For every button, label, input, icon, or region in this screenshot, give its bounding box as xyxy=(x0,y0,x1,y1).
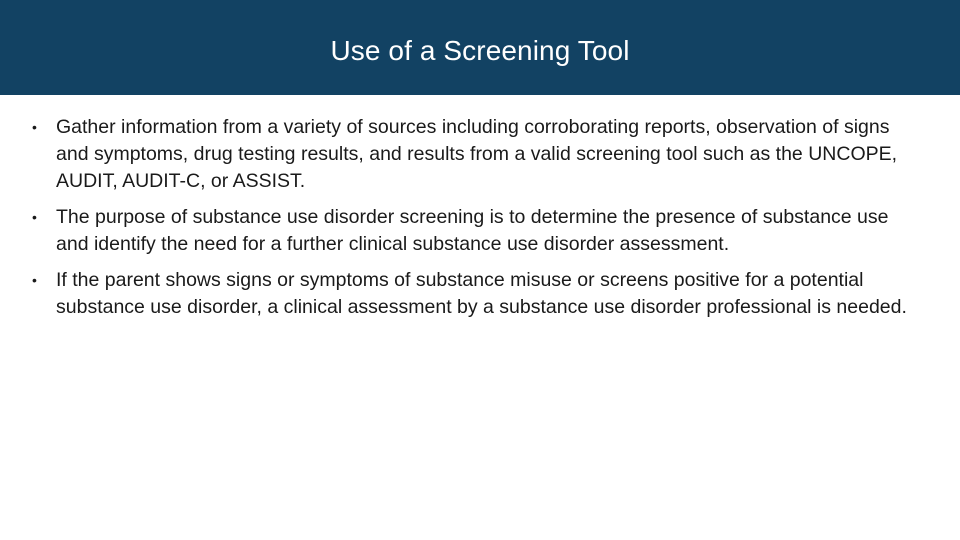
bullet-icon: • xyxy=(32,209,37,225)
bullet-item xyxy=(30,204,925,258)
bullet-text: Gather information from a variety of sources including corroborating reports, observation of signs and symptoms, drug testing results, and results from a valid screening tool such as the UNCOPE, AUDIT, AUDIT-C, or ASSIST. xyxy=(56,116,898,192)
bullet-icon: • xyxy=(32,272,37,288)
bullet-icon: • xyxy=(32,119,37,135)
bullet-list xyxy=(30,114,925,330)
bullet-text: The purpose of substance use disorder screening is to determine the presence of substance use and identify the need for a further clinical substance use disorder assessment. xyxy=(56,206,889,255)
slide-title: Use of a Screening Tool xyxy=(330,34,630,66)
title-bar xyxy=(0,0,960,95)
bullet-item xyxy=(30,267,925,321)
bullet-text: If the parent shows signs or symptoms of substance misuse or screens positive for a potential substance use disorder, a clinical assessment by a substance use disorder professional is needed. xyxy=(56,269,907,318)
bullet-item xyxy=(30,114,925,195)
